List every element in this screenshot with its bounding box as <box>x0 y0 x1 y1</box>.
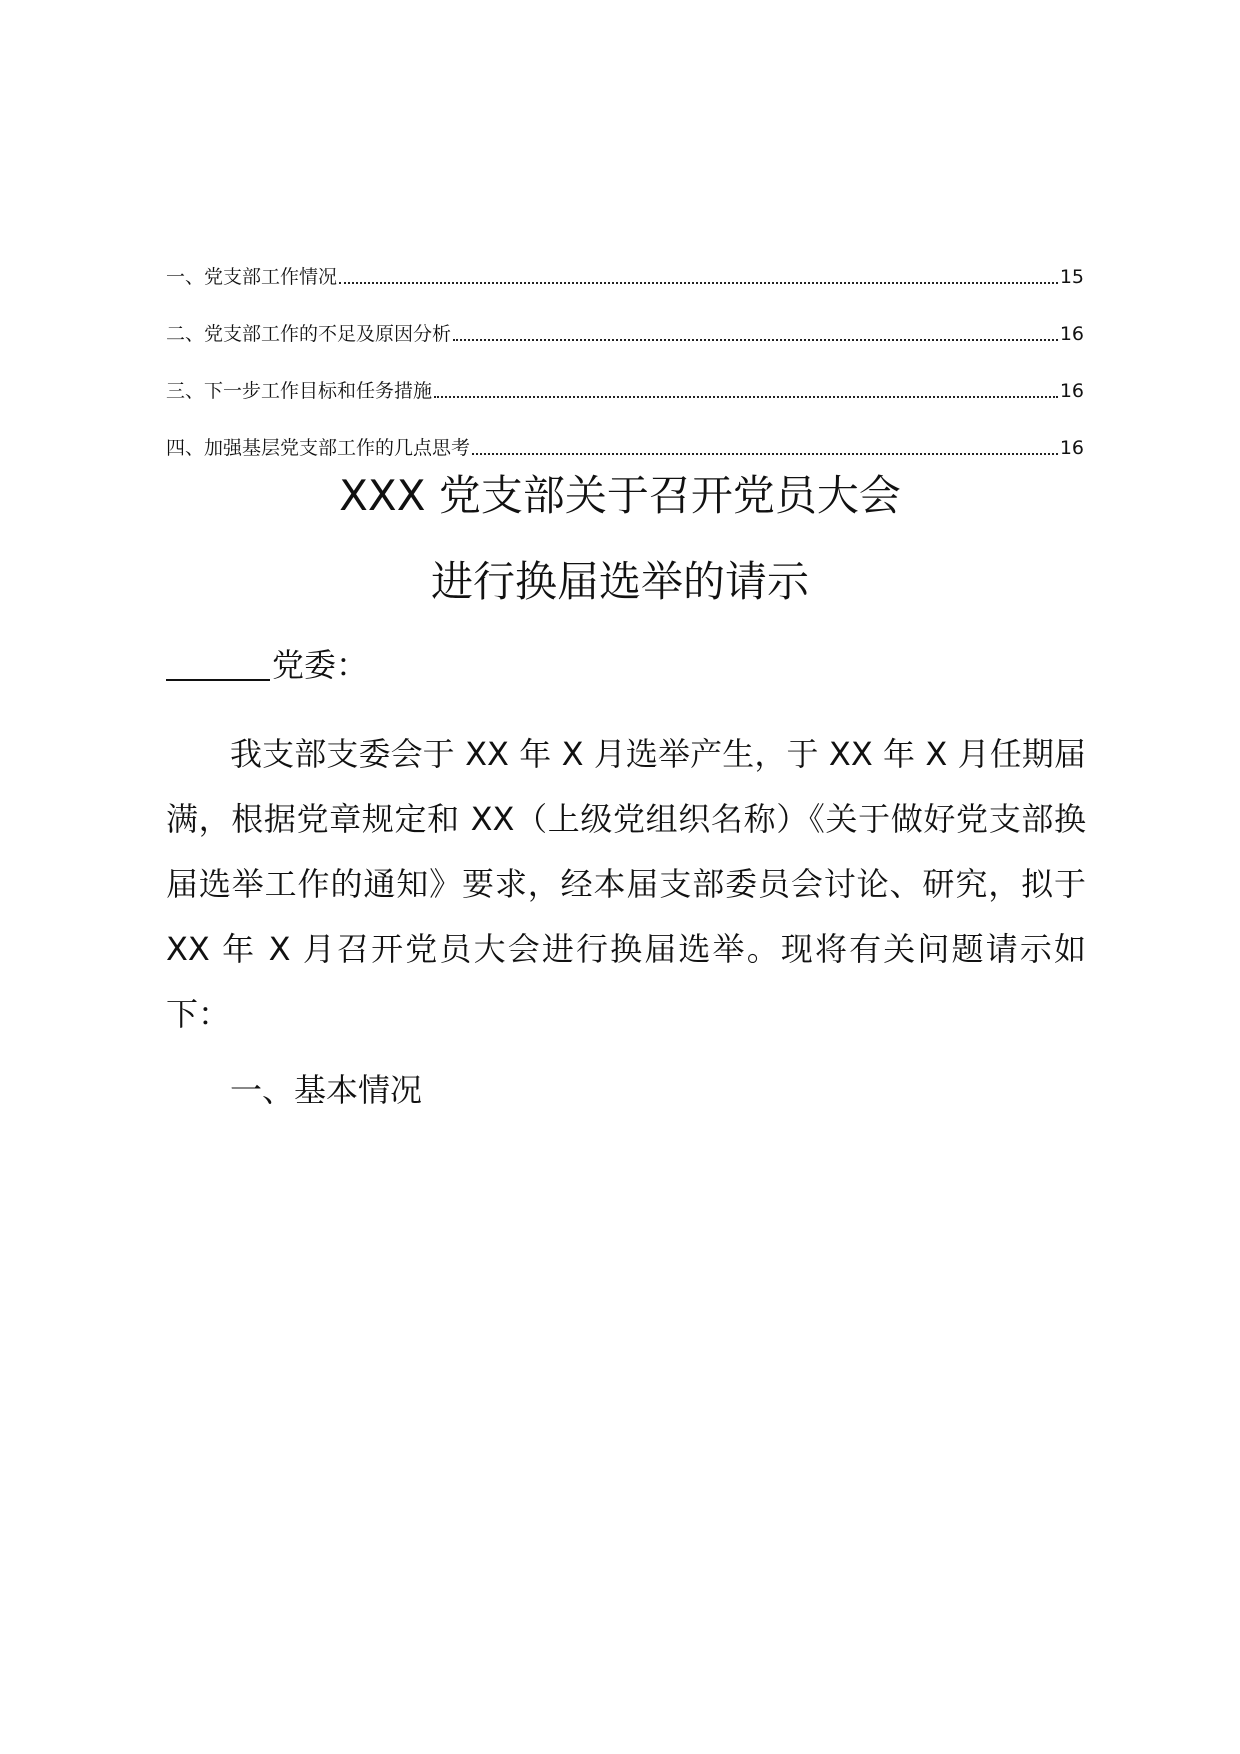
toc-dot-leader <box>434 395 1058 398</box>
toc-entry-page: 15 <box>1059 266 1084 288</box>
toc-entry[interactable] <box>166 348 1084 405</box>
toc-dot-leader <box>339 281 1058 284</box>
toc-entry-page: 16 <box>1059 380 1084 402</box>
addressee-suffix: 党委： <box>272 646 369 684</box>
section-heading-basic-info: 一、基本情况 <box>230 1071 423 1109</box>
toc-entry-label: 四、加强基层党支部工作的几点思考 <box>166 437 471 459</box>
toc-entry-page: 16 <box>1059 437 1084 459</box>
document-title-line-1: XXX 党支部关于召开党员大会 <box>339 471 901 520</box>
table-of-contents <box>166 234 1084 462</box>
addressee-blank-line <box>166 678 270 681</box>
document-title-line-2: 进行换届选举的请示 <box>430 557 809 606</box>
toc-entry[interactable] <box>166 234 1084 291</box>
toc-entry[interactable] <box>166 291 1084 348</box>
body-paragraph: 我支部支委会于 XX 年 X 月选举产生，于 XX 年 X 月任期届满，根据党章规定和 XX（上级党组织名称）《关于做好党支部换届选举工作的通知》要求，经本届支部委员会讨论、研究，拟于 XX 年 X 月召开党员大会进行换届选举。现将有关问题请示如下： <box>166 735 1086 1033</box>
toc-entry[interactable] <box>166 405 1084 462</box>
addressee <box>166 640 368 690</box>
toc-entry-page: 16 <box>1059 323 1084 345</box>
toc-entry-label: 三、下一步工作目标和任务措施 <box>166 380 433 402</box>
toc-entry-label: 一、党支部工作情况 <box>166 266 338 288</box>
toc-dot-leader <box>453 338 1058 341</box>
toc-entry-label: 二、党支部工作的不足及原因分析 <box>166 323 452 345</box>
toc-dot-leader <box>472 452 1058 455</box>
